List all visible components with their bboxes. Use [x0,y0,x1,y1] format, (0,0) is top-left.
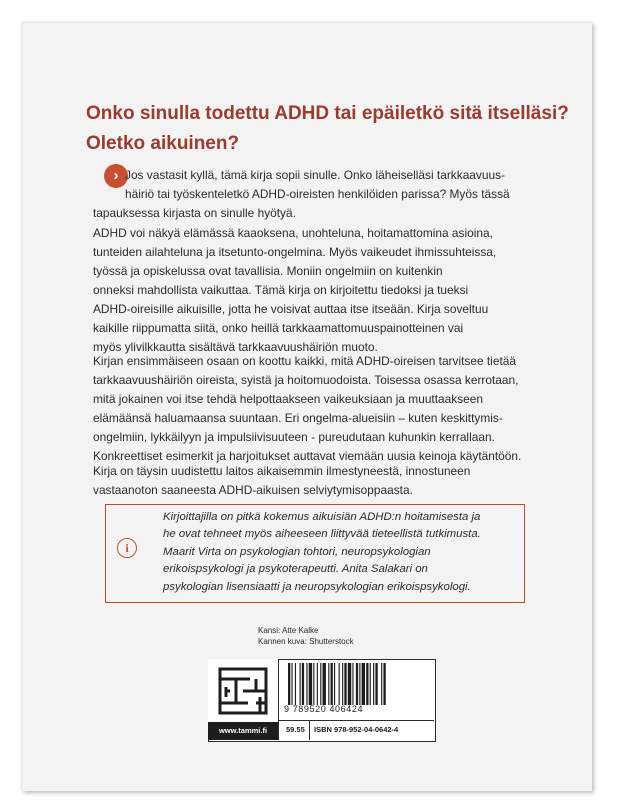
paragraph-line: Konkreettiset esimerkit ja harjoitukset auttavat viemään uusia keinoja käytäntöön. [93,449,522,463]
info-line: erikoispsykologi ja psykoterapeutti. Anita Salakari on [163,563,428,576]
paragraph-line: elämäänsä haluamaansa suuntaan. Eri ongelma-alueisiin – kuten keskittymis- [93,411,503,425]
barcode-bar [366,663,368,705]
ean-barcode [286,663,428,705]
barcode-bar [362,663,365,705]
barcode-bar [313,663,314,705]
paragraph-edition-note [93,462,533,500]
paragraph-line: kaikille riippumatta siitä, onko heillä tarkkaamattomuuspainotteinen vai [93,321,464,335]
author-info-text [163,509,481,596]
paragraph-line: tapauksessa kirjasta on sinulle hyötyä. [93,206,296,220]
info-line: Maarit Virta on psykologian tohtori, neuropsykologian [163,545,431,558]
barcode-bar [302,663,304,705]
paragraph-line: mitä jokainen voi itse tehdä helpottaakseen vaikeuksiaan ja muuttaakseen [93,392,483,406]
paragraph-line: häiriö tai työskenteletkö ADHD-oireisten henkilöiden parissa? Myös tässä [125,187,510,201]
paragraph-book-contents [93,352,533,466]
barcode-bar [309,663,312,705]
barcode-bar [348,663,351,705]
barcode-bar [375,663,377,705]
heading-question: Onko sinulla todettu ADHD tai epäiletkö sitä itselläsi? [86,103,569,124]
paragraph-line: ADHD-oireisille aikuisille, jotta he voisivat auttaa itse itseään. Kirja soveltuu [93,302,489,316]
paragraph-line: tarkkaavuushäiriön oireista, syistä ja hoitomuodoista. Toisessa osassa kerrotaan, [93,373,519,387]
divider [278,720,434,721]
info-icon: i [117,538,137,558]
info-line: psykologian lisensiaatti ja neuropsykologian erikoispsykologi. [163,580,471,593]
info-line: Kirjoittajilla on pitkä kokemus aikuisiän ADHD:n hoitamisesta ja [163,511,481,523]
barcode-bar [317,663,318,705]
paragraph-adhd-description [93,224,533,357]
barcode-bar [334,663,335,705]
paragraph-line: ongelmiin, lykkäilyyn ja impulsiivisuuteen - pureudutaan kuhunkin kerrallaan. [93,430,495,444]
barcode-bar [328,663,329,705]
barcode-bar [339,663,340,705]
cover-designer-credit: Kansi: Atte Kalke [258,626,319,635]
divider [309,720,310,740]
barcode-bar [288,663,290,705]
barcode-bar [356,663,358,705]
barcode-bar [300,663,301,705]
paragraph-line: ADHD voi näkyä elämässä kaaoksena, unohteluna, hoitamattomina asioina, [93,226,493,240]
cover-image-credit: Kannen kuva: Shutterstock [258,636,354,646]
barcode-bar [342,663,343,705]
barcode-bar [370,663,371,705]
barcode-bar [331,663,333,705]
divider [278,659,279,740]
barcode-bar [323,663,326,705]
barcode-bar [373,663,374,705]
tammi-logo-icon [208,659,278,722]
barcode-bar [291,663,292,705]
paragraph-line: Kirjan ensimmäiseen osaan on koottu kaikki, mitä ADHD-oireisen tarvitsee tietää [93,354,516,368]
barcode-bar [383,663,385,705]
paragraph-line: onneksi mahdollista vaikuttaa. Tämä kirja on kirjoitettu tiedoksi ja tueksi [93,283,469,297]
ean-digits: 9 789520 406424 [284,704,364,714]
paragraph-line: vastaanoton saaneesta ADHD-aikuisen selviytymisoppaasta. [93,483,413,497]
paragraph-intro [93,166,533,223]
paragraph-line: myös ylivilkkautta sisältävä tarkkaavuushäiriön muoto. [93,340,378,354]
paragraph-line: Kirja on täysin uudistettu laitos aikaisemmin ilmestyneestä, innostuneen [93,464,471,478]
info-line: he ovat tehneet myös aiheeseen liittyvää tieteellistä tutkimusta. [163,528,481,541]
isbn-number: ISBN 978-952-04-0642-4 [314,725,399,734]
paragraph-line: tunteiden ailahteluna ja itsetunto-ongelmina. Myös vaikeudet ihmissuhteissa, [93,245,497,259]
barcode-bar [295,663,296,705]
publisher-website: www.tammi.fi [208,722,278,740]
paragraph-line: työssä ja opiskelussa ovat tavallisia. Moniin ongelmiin on kuitenkin [93,264,443,278]
price-code: 59.55 [286,725,305,734]
barcode-bar [352,663,353,705]
barcode-bar [306,663,307,705]
heading-subquestion: Oletko aikuinen? [86,133,240,154]
chevron-right-icon: › [104,164,128,188]
barcode-bar [320,663,321,705]
paragraph-line: Jos vastasit kyllä, tämä kirja sopii sinulle. Onko läheiselläsi tarkkaavuus- [125,168,505,182]
cover-credits [258,626,354,647]
barcode-bar [359,663,360,705]
barcode-bar [381,663,382,705]
barcode-bar [344,663,346,705]
publisher-logo [208,659,278,722]
